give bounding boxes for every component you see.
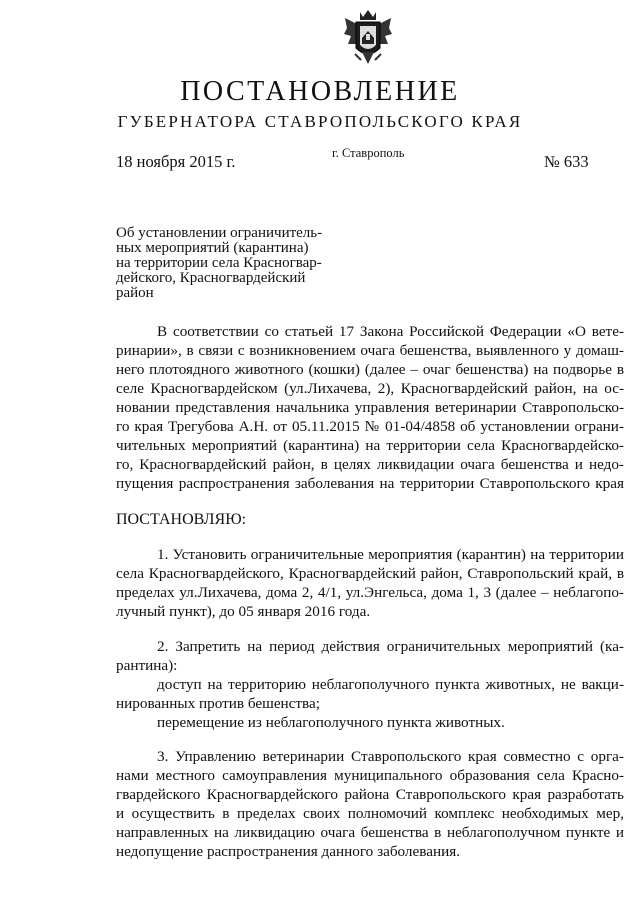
subject-line: Об установлении ограничитель-	[116, 225, 323, 241]
document-title: ПОСТАНОВЛЕНИЕ	[180, 76, 460, 107]
item2-line: перемещение из неблагополучного пункта животных.	[157, 714, 505, 731]
resolve-heading: ПОСТАНОВЛЯЮ:	[116, 511, 247, 528]
issuing-authority: ГУБЕРНАТОРА СТАВРОПОЛЬСКОГО КРАЯ	[117, 112, 523, 131]
item3-line: нами местного самоуправления муниципального образования села Красно-	[116, 767, 624, 784]
item3-line: 3. Управлению ветеринарии Ставропольского края совместно с орга-	[157, 748, 624, 765]
preamble-line: селе Красногвардейском (ул.Лихачева, 2), Красногвардейский район, на ос-	[116, 380, 624, 397]
preamble-line: В соответствии со статьей 17 Закона Российской Федерации «О вете-	[157, 323, 624, 340]
item1-line: села Красногвардейского, Красногвардейский район, Ставропольский край, в	[116, 565, 624, 582]
item3-line: и осуществить в пределах своих полномочий комплекс необходимых мер,	[116, 805, 624, 822]
item3-line: недопущение распространения данного заболевания.	[116, 843, 461, 860]
item3-line: направленных на ликвидацию очага бешенства в неблагополучном пункте и	[116, 824, 624, 841]
item2-line: 2. Запретить на период действия ограничительных мероприятий (ка-	[157, 638, 624, 655]
preamble-line: новании представления начальника управления ветеринарии Ставропольско-	[116, 399, 624, 416]
subject-line: район	[116, 285, 154, 301]
item2-line: рантина):	[116, 657, 178, 674]
item1-line: лучный пункт), до 05 января 2016 года.	[116, 603, 371, 620]
preamble-line: ринарии», в связи с возникновением очага бешенства, выявленного у домаш-	[116, 342, 624, 359]
subject-line: на территории села Красногвар-	[116, 255, 322, 271]
preamble-line: го, Красногвардейский район, в целях ликвидации очага бешенства и недо-	[116, 456, 624, 473]
item2-line: доступ на территорию неблагополучного пункта животных, не вакци-	[157, 676, 624, 693]
item2-line: нированных против бешенства;	[116, 695, 320, 712]
document-place: г. Ставрополь	[332, 146, 405, 160]
item1-line: пределах ул.Лихачева, дома 2, 4/1, ул.Энгельса, дома 1, 3 (далее – неблагопо-	[116, 584, 624, 601]
preamble-line: го края Трегубова А.Н. от 05.11.2015 № 01-04/4858 об установлении ограни-	[116, 418, 624, 435]
coat-of-arms-emblem	[343, 8, 393, 68]
document-date: 18 ноября 2015 г.	[116, 152, 236, 171]
preamble-line: него плотоядного животного (кошки) (далее – очаг бешенства) на подворье в	[116, 361, 624, 378]
preamble-line: чительных мероприятий (карантина) на территории села Красногвардейско-	[116, 437, 624, 454]
item3-line: гвардейского Красногвардейского района Ставропольского края разработать	[116, 786, 624, 803]
preamble-line: пущения распространения заболевания на территории Ставропольского края	[116, 475, 624, 492]
item1-line: 1. Установить ограничительные мероприятия (карантин) на территории	[157, 546, 624, 563]
subject-line: дейского, Красногвардейский	[116, 270, 306, 286]
document-number: № 633	[544, 152, 589, 171]
subject-line: ных мероприятий (карантина)	[116, 240, 309, 256]
